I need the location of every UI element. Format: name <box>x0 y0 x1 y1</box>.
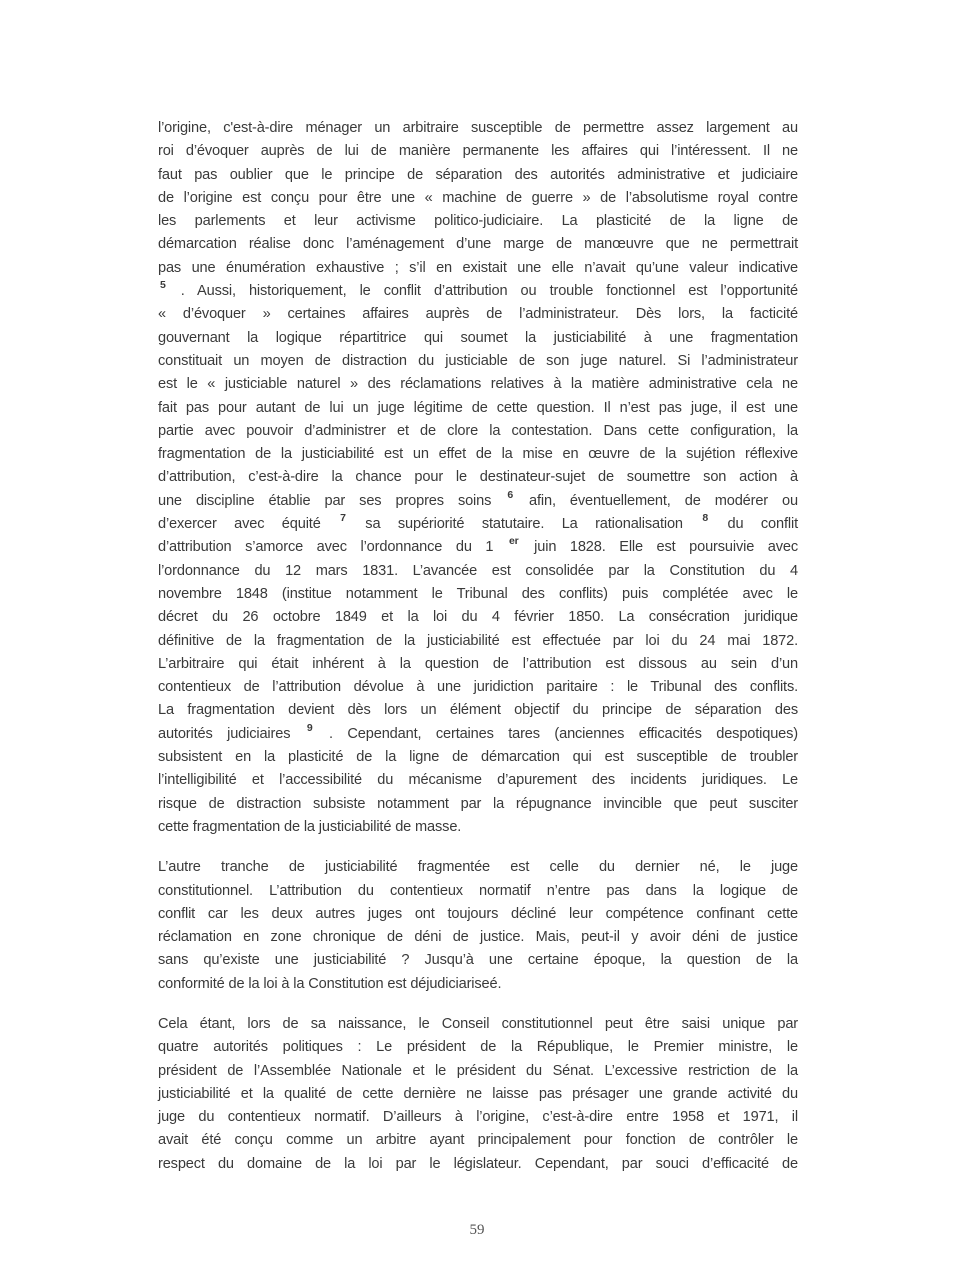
text-line <box>158 880 798 903</box>
text-line <box>158 397 798 420</box>
text-segment: d’exercer avec équité <box>158 516 339 533</box>
text-segment: faut pas oublier que le principe de séparation des autorités administrative et judiciaire <box>158 166 798 183</box>
text-segment: roi d’évoquer auprès de lui de manière permanente les affaires qui l’intéressent. Il ne <box>158 143 798 160</box>
page-number: 59 <box>469 1222 485 1238</box>
text-segment: partie avec pouvoir d’administrer et de clore la contestation. Dans cette configuration, la <box>158 422 798 439</box>
text-segment: L’arbitraire qui était inhérent à la question de l’attribution est dissous au sein d’un <box>158 655 798 672</box>
text-line <box>158 903 798 926</box>
text-line <box>158 280 798 303</box>
text-line <box>158 583 798 606</box>
footnote-reference[interactable]: 8 <box>702 512 709 525</box>
text-segment: . Aussi, historiquement, le conflit d’attribution ou trouble fonctionnel est l’opportunité <box>167 283 798 300</box>
text-segment: l’ordonnance du 12 mars 1831. L’avancée est consolidée par la Constitution du 4 <box>158 562 798 579</box>
text-segment: autorités judiciaires <box>158 725 305 742</box>
text-line <box>158 233 798 256</box>
paragraph <box>158 117 798 839</box>
footnote-reference[interactable]: 9 <box>306 721 313 734</box>
text-segment: contentieux de l’attribution dévolue à une juridiction paritaire : le Tribunal des conflits. <box>158 679 798 696</box>
text-segment: l’intelligibilité et l’accessibilité du mécanisme d’apurement des incidents juridiques. Le <box>158 772 798 789</box>
text-line <box>158 303 798 326</box>
text-segment: sans qu’existe une justiciabilité ? Jusqu’à une certaine époque, la question de la <box>158 952 798 969</box>
text-line <box>158 536 798 559</box>
text-segment: fait pas pour autant de lui un juge légitime de cette question. Il n’est pas juge, il est une <box>158 399 798 416</box>
text-line <box>158 513 798 536</box>
text-line <box>158 653 798 676</box>
document-body <box>158 117 798 1193</box>
text-line <box>158 793 798 816</box>
text-line <box>158 1013 798 1036</box>
text-segment: constituait un moyen de distraction du justiciable de son juge naturel. Si l’administrateur <box>158 352 798 369</box>
text-line <box>158 816 798 839</box>
text-line <box>158 699 798 722</box>
text-segment: . Cependant, certaines tares (anciennes efficacités despotiques) <box>314 725 798 742</box>
text-segment: cette fragmentation de la justiciabilité de masse. <box>158 818 462 835</box>
text-line <box>158 926 798 949</box>
text-segment: de l’origine est conçu pour être une « machine de guerre » de l’absolutisme royal contre <box>158 189 798 206</box>
footnote-reference[interactable]: 6 <box>507 488 514 501</box>
text-line <box>158 210 798 233</box>
text-segment: président de l’Assemblée Nationale et le président du Sénat. L’excessive restriction de la <box>158 1062 798 1079</box>
text-segment: justiciabilité et la qualité de cette dernière ne laisse pas présager une grande activité du <box>158 1085 798 1102</box>
text-line <box>158 490 798 513</box>
text-segment: définitive de la fragmentation de la justiciabilité est effectuée par loi du 24 mai 1872. <box>158 632 798 649</box>
text-line <box>158 1153 798 1176</box>
text-line <box>158 420 798 443</box>
text-line <box>158 187 798 210</box>
text-line <box>158 856 798 879</box>
text-segment: subsistent en la plasticité de la ligne de démarcation qui est susceptible de troubler <box>158 749 798 766</box>
text-line <box>158 1106 798 1129</box>
text-line <box>158 373 798 396</box>
text-segment: L’autre tranche de justiciabilité fragmentée est celle du dernier né, le juge <box>158 859 798 876</box>
text-segment: décret du 26 octobre 1849 et la loi du 4 février 1850. La consécration juridique <box>158 609 798 626</box>
text-segment: novembre 1848 (institue notamment le Tribunal des conflits) puis complétée avec le <box>158 585 798 602</box>
text-segment: sa supériorité statutaire. La rationalisation <box>347 516 701 533</box>
text-segment: d’attribution s’amorce avec l’ordonnance du 1 <box>158 539 507 556</box>
text-segment: « d’évoquer » certaines affaires auprès de l’administrateur. Dès lors, la facticité <box>158 306 798 323</box>
text-segment: fragmentation de la justiciabilité est un effet de la mise en œuvre de la sujétion réflexive <box>158 446 798 463</box>
text-segment: juge du contentieux normatif. D’ailleurs à l’origine, c’est-à-dire entre 1958 et 1971, il <box>158 1109 798 1126</box>
text-segment: est le « justiciable naturel » des réclamations relatives à la matière administrative cela ne <box>158 376 798 393</box>
footnote-reference[interactable]: 5 <box>160 279 166 292</box>
footnote-reference[interactable]: er <box>508 535 519 548</box>
footnote-reference[interactable]: 7 <box>340 512 346 525</box>
text-segment: réclamation en zone chronique de déni de justice. Mais, peut-il y avoir déni de justice <box>158 929 798 946</box>
text-segment: les parlements et leur activisme politico-judiciaire. La plasticité de la ligne de <box>158 213 798 230</box>
text-line <box>158 117 798 140</box>
text-line <box>158 630 798 653</box>
text-segment: conformité de la loi à la Constitution est déjudiciariseé. <box>158 975 502 992</box>
text-segment: respect du domaine de la loi par le législateur. Cependant, par souci d’efficacité de <box>158 1155 798 1172</box>
paragraph <box>158 856 798 996</box>
text-line <box>158 327 798 350</box>
text-segment: juin 1828. Elle est poursuivie avec <box>520 539 798 556</box>
text-line <box>158 723 798 746</box>
text-segment: afin, éventuellement, de modérer ou <box>515 492 798 509</box>
text-line <box>158 350 798 373</box>
text-segment: une discipline établie par ses propres soins <box>158 492 506 509</box>
text-line <box>158 1036 798 1059</box>
text-line <box>158 560 798 583</box>
text-line <box>158 443 798 466</box>
text-segment: pas une énumération exhaustive ; s’il en existait une elle n’avait qu’une valeur indicative <box>158 259 798 276</box>
text-line <box>158 676 798 699</box>
text-segment: quatre autorités politiques : Le président de la République, le Premier ministre, le <box>158 1039 798 1056</box>
text-line <box>158 466 798 489</box>
text-segment: Cela étant, lors de sa naissance, le Conseil constitutionnel peut être saisi unique par <box>158 1015 798 1032</box>
text-line <box>158 257 798 280</box>
text-segment: constitutionnel. L’attribution du contentieux normatif n’entre pas dans la logique de <box>158 882 798 899</box>
text-segment: démarcation réalise donc l’aménagement d’une marge de manœuvre que ne permettrait <box>158 236 798 253</box>
text-segment: conflit car les deux autres juges ont toujours décliné leur compétence confinant cette <box>158 905 798 922</box>
text-segment: La fragmentation devient dès lors un élément objectif du principe de séparation des <box>158 702 798 719</box>
paragraph <box>158 1013 798 1176</box>
text-line <box>158 746 798 769</box>
text-line <box>158 1129 798 1152</box>
text-segment: gouvernant la logique répartitrice qui soumet la justiciabilité à une fragmentation <box>158 329 798 346</box>
text-line <box>158 973 798 996</box>
text-line <box>158 1060 798 1083</box>
text-segment: l’origine, c'est-à-dire ménager un arbitraire susceptible de permettre assez largement au <box>158 120 798 136</box>
text-segment: du conflit <box>710 516 798 533</box>
text-line <box>158 140 798 163</box>
text-segment: risque de distraction subsiste notamment par la répugnance invincible que peut susciter <box>158 795 798 812</box>
text-line <box>158 1083 798 1106</box>
text-line <box>158 949 798 972</box>
text-line <box>158 769 798 792</box>
text-segment: d’attribution, c’est-à-dire la chance pour le destinateur-sujet de soumettre son action à <box>158 469 798 486</box>
text-line <box>158 606 798 629</box>
text-line <box>158 164 798 187</box>
text-segment: avait été conçu comme un arbitre ayant principalement pour fonction de contrôler le <box>158 1132 798 1149</box>
